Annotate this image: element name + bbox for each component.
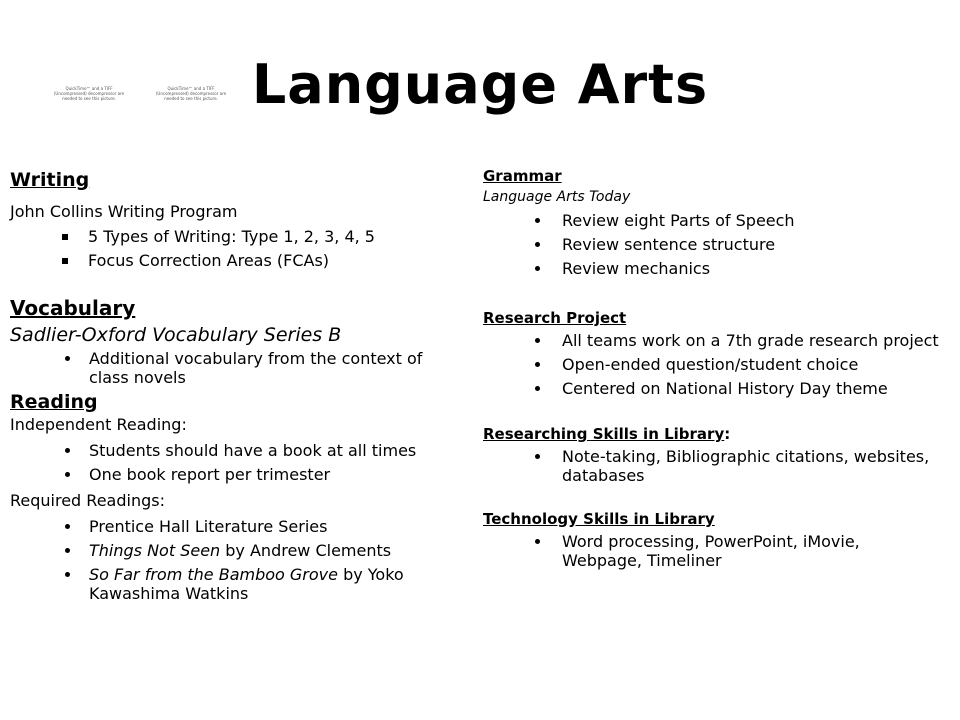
list-item: Open-ended question/student choice [483,355,943,374]
list-item: Review sentence structure [483,235,943,254]
required-readings-list [10,517,465,603]
page-title: Language Arts [251,53,709,116]
list-item: All teams work on a 7th grade research project [483,331,943,350]
heading-colon: : [724,425,731,443]
book-author: by Yoko Kawashima Watkins [89,565,404,603]
list-item: Students should have a book at all times [10,441,465,460]
grammar-heading: Grammar [483,167,562,185]
list-item: Additional vocabulary from the context of class novels [10,349,465,387]
quicktime-placeholder-2: QuickTime™ and a TIFF (Uncompressed) decompressor are needed to see this picture. [155,86,227,101]
research-project-heading: Research Project [483,309,627,327]
library-research-heading-text: Researching Skills in Library [483,425,725,443]
list-item: One book report per trimester [10,465,465,484]
library-research-heading [483,424,943,444]
list-item: Prentice Hall Literature Series [10,517,465,536]
book-title: Things Not Seen [89,541,221,560]
writing-list [10,225,465,273]
list-item: Focus Correction Areas (FCAs) [10,249,465,273]
vocabulary-list [10,349,465,387]
right-column [483,166,943,570]
grammar-subtitle: Language Arts Today [483,189,631,205]
technology-skills-heading: Technology Skills in Library [483,510,715,528]
list-item: Review mechanics [483,259,943,278]
list-item: 5 Types of Writing: Type 1, 2, 3, 4, 5 [10,225,465,249]
list-item: Note-taking, Bibliographic citations, websites, databases [483,447,943,485]
writing-program: John Collins Writing Program [10,202,238,221]
left-column [10,168,465,603]
reading-heading: Reading [10,391,98,413]
list-item [10,541,465,560]
library-research-list [483,447,943,485]
independent-reading-label: Independent Reading: [10,415,187,434]
grammar-list [483,211,943,278]
list-item: Review eight Parts of Speech [483,211,943,230]
independent-reading-list [10,441,465,484]
research-project-list [483,331,943,398]
list-item: Centered on National History Day theme [483,379,943,398]
vocabulary-heading: Vocabulary [10,296,136,320]
quicktime-placeholder-1: QuickTime™ and a TIFF (Uncompressed) decompressor are needed to see this picture. [53,86,125,101]
book-author: by Andrew Clements [220,541,392,560]
list-item [10,565,465,603]
book-title: So Far from the Bamboo Grove [89,565,338,584]
list-item: Word processing, PowerPoint, iMovie, Webpage, Timeliner [483,532,943,570]
writing-heading: Writing [10,169,90,191]
technology-skills-list [483,532,943,570]
vocabulary-series: Sadlier-Oxford Vocabulary Series B [10,324,342,346]
required-readings-label: Required Readings: [10,491,165,510]
